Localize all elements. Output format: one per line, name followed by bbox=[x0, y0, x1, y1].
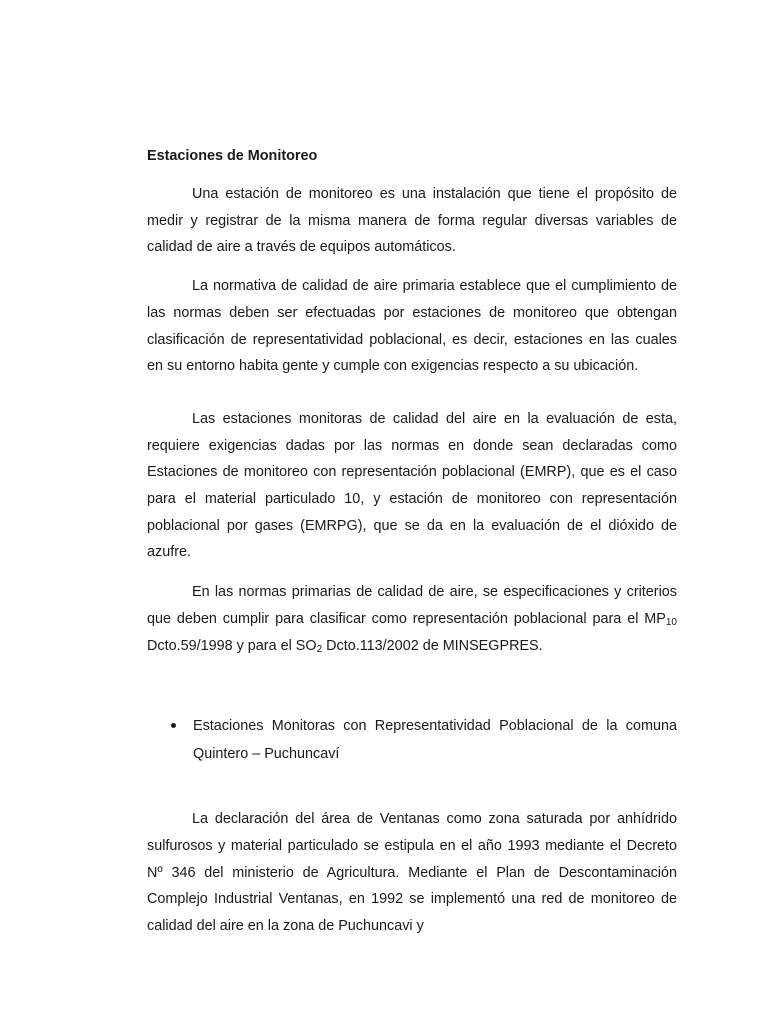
normas-text-2: Dcto.59/1998 y para el SO bbox=[147, 637, 317, 654]
normas-text-3: Dcto.113/2002 de MINSEGPRES. bbox=[322, 637, 543, 654]
bullet-icon bbox=[171, 723, 176, 728]
paragraph-definition: Una estación de monitoreo es una instalación que tiene el propósito de medir y registrar de la misma manera de forma regular diversas variables de calidad de aire a través de equipos automáticos. bbox=[147, 186, 677, 256]
bullet-text: Estaciones Monitoras con Representatividad Poblacional de la comuna Quintero – Puchuncaví bbox=[193, 718, 677, 763]
section-heading: Estaciones de Monitoreo bbox=[147, 148, 318, 164]
mp-subscript: 10 bbox=[665, 616, 677, 628]
document-page bbox=[147, 145, 677, 940]
paragraph-normativa: La normativa de calidad de aire primaria establece que el cumplimiento de las normas deben ser efectuadas por estaciones de monitoreo que obtengan clasificación de representatividad poblacional, es decir, estaciones en las cuales en su entorno habita gente y cumple con exigencias respecto a su ubicación. bbox=[147, 278, 677, 375]
paragraph-normas-primarias bbox=[147, 579, 677, 659]
so-subscript: 2 bbox=[316, 643, 323, 655]
paragraph-declaracion: La declaración del área de Ventanas como zona saturada por anhídrido sulfurosos y material particulado se estipula en el año 1993 mediante el Decreto Nº 346 del ministerio de Agricultura. Mediante el Plan de Descontaminación Complejo Industrial Ventanas, en 1992 se implementó una red de monitoreo de calidad del aire en la zona de Puchuncavi y bbox=[147, 811, 677, 935]
bullet-item bbox=[147, 712, 677, 768]
normas-text-1: En las normas primarias de calidad de aire, se especificaciones y criterios que deben cumplir para clasificar como representación poblacional para el MP bbox=[147, 584, 677, 627]
paragraph-estaciones-monitoras: Las estaciones monitoras de calidad del aire en la evaluación de esta, requiere exigencias dadas por las normas en donde sean declaradas como Estaciones de monitoreo con representación poblacional (EMRP), que es el caso para el material particulado 10, y estación de monitoreo con representación poblacional por gases (EMRPG), que se da en la evaluación de el dióxido de azufre. bbox=[147, 410, 677, 561]
